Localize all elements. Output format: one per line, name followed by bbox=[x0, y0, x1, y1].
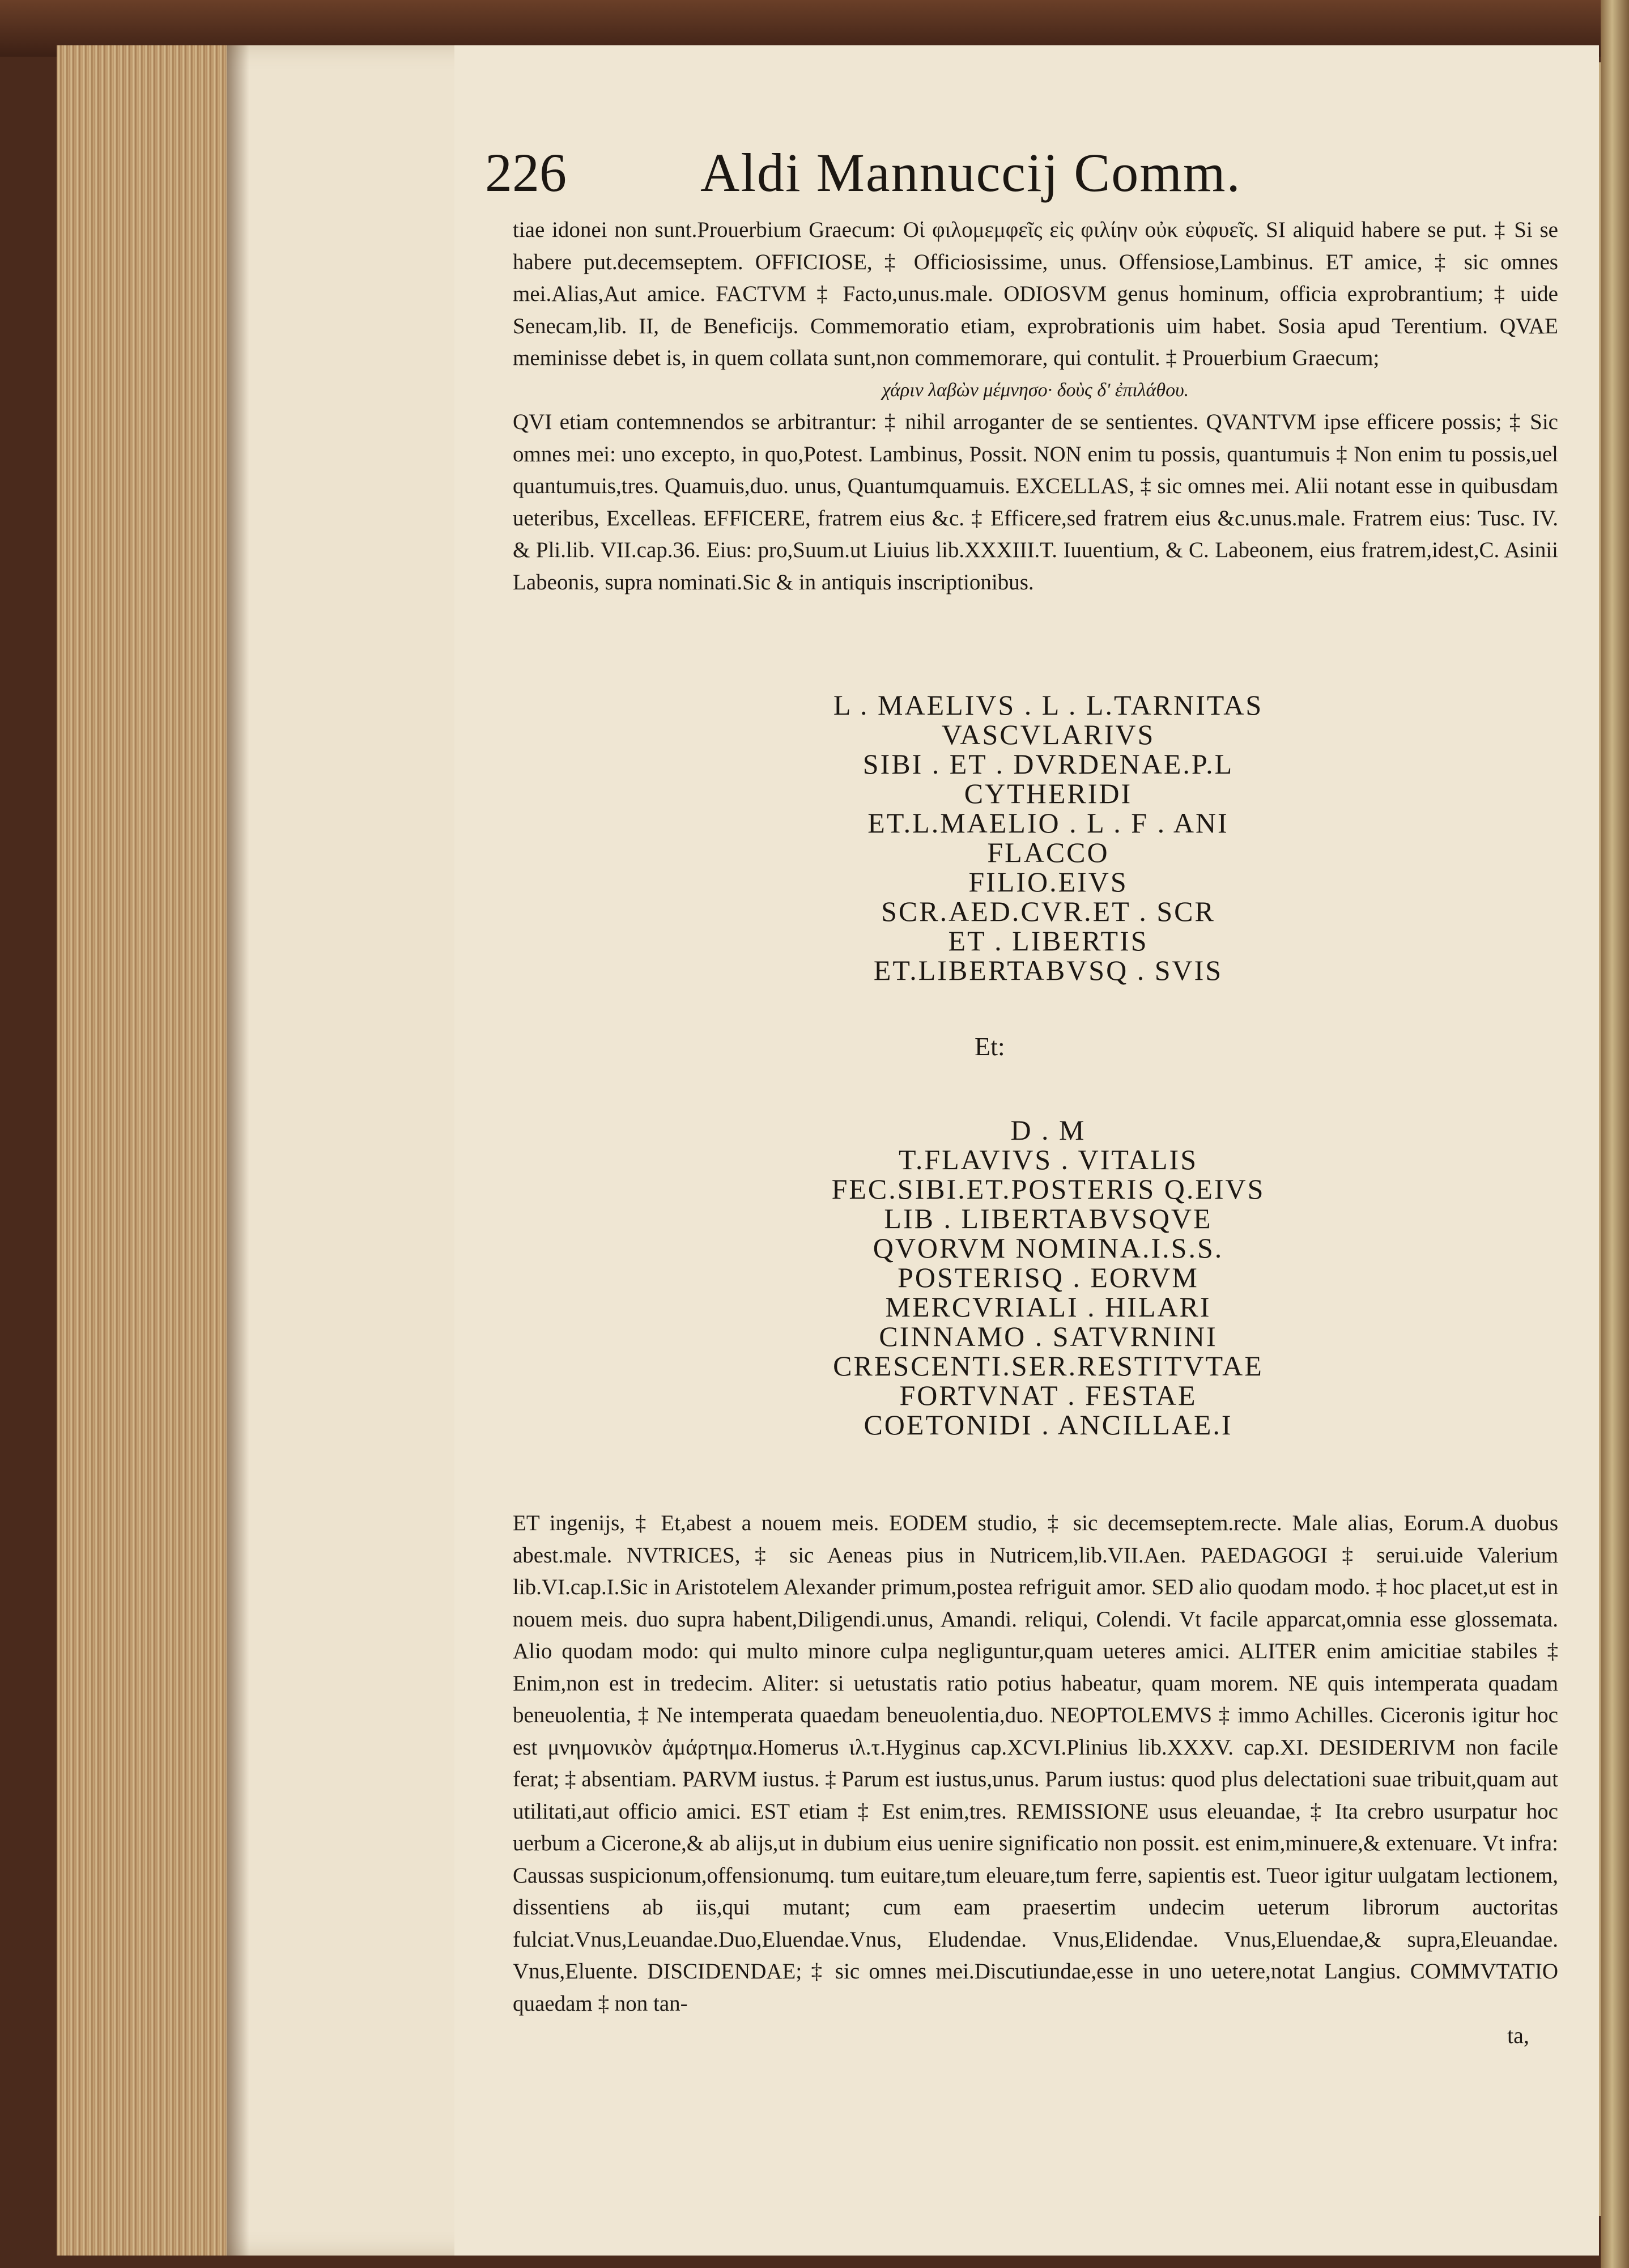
catchword: ta, bbox=[1507, 2023, 1529, 2048]
inscription-line: MERCVRIALI . HILARI bbox=[885, 1291, 1211, 1323]
commentary-paragraph: ET ingenijs, ‡ Et,abest a nouem meis. EODEM studio, ‡ sic decemseptem.recte. Male alias, Eorum.A duobus abest.male. NVTRICES, ‡ sic Aeneas pius in Nutricem,lib.VII.Aen. PAEDAGOGI ‡ serui.uide Valerium lib.VI.cap.I.Sic in Aristotelem Alexander primum,postea refriguit amor. SED alio quodam modo. ‡ hoc placet,ut est in nouem meis. duo supra habent,Diligendi.unus, Amandi. reliqui, Colendi. Vt facile apparcat,omnia esse glossemata. Alio quodam modo: qui multo minore culpa negliguntur,quam ueteres amici. ALITER enim amicitiae stabiles ‡ Enim,non est in tredecim. Aliter: si uetustatis ratio potius habeatur, quam morem. NE quis intemperata quadam beneuolentia, ‡ Ne intemperata quaedam beneuolentia,duo. NEOPTOLEMVS ‡ immo Achilles. Ciceronis igitur hoc est μνημονικὸν ἁμάρτημα.Homerus ιλ.τ.Hyginus cap.XCVI.Plinius lib.XXXV. cap.XI. DESIDERIVM non facile ferat; ‡ absentiam. PARVM iustus. ‡ Parum est iustus,unus. Parum iustus: quod plus delectationi suae tribuit,quam aut utilitati,aut officio amici. EST etiam ‡ Est enim,tres. REMISSIONE usus eleuandae, ‡ Ita crebro usurpatur hoc uerbum a Cicerone,& ab alijs,ut in dubium eius uenire significatio non possit. est enim,minuere,& extenuare. Vt infra: Caussas suspicionum,offensionumq. tum euitare,tum eleuare,tum ferre, sapientis est. Tueor igitur uulgatam lectionem, dissentiens ab iis,qui mutant; cum eam praesertim undecim ueterum librorum auctoritas fulciat.Vnus,Leuandae.Duo,Eluendae.Vnus, Eludendae. Vnus,Elidendae. Vnus,Eluendae,& supra,Eleuandae. Vnus,Eluente. DISCIDENDAE; ‡ sic omnes mei.Discutiundae,esse in uno uetere,notat Langius. COMMVTATIO quaedam ‡ non tan- bbox=[513, 1511, 1558, 2016]
commentary-paragraph: tiae idonei non sunt.Prouerbium Graecum: Οἱ φιλομεμφεῖς εἰς φιλίην οὐκ εὐφυεῖς. SI aliquid habere se put. ‡ Si se habere put.decemseptem. OFFICIOSE, ‡ Officiosissime, unus. Offensiose,Lambinus. ET amice, ‡ sic omnes mei.Alias,Aut amice. FACTVM ‡ Facto,unus.male. ODIOSVM genus hominum, officia exprobrantium; ‡ uide Senecam,lib. II, de Beneficijs. Commemoratio etiam, exprobrationis uim habet. Sosia apud Terentium. QVAE meminisse debet is, in quem collata sunt,non commemorare, qui contulit. ‡ Prouerbium Graecum; bbox=[513, 218, 1558, 370]
inscription-line: LIB . LIBERTABVSQVE bbox=[884, 1203, 1213, 1234]
inscription-line: POSTERISQ . EORVM bbox=[898, 1262, 1199, 1293]
inscription-line: L . MAELIVS . L . L.TARNITAS bbox=[833, 689, 1264, 721]
inscription-line: SCR.AED.CVR.ET . SCR bbox=[881, 895, 1215, 927]
inscription-line: FILIO.EIVS bbox=[968, 866, 1128, 898]
inscription-line: CRESCENTI.SER.RESTITVTAE bbox=[833, 1350, 1264, 1382]
inscription-line: CYTHERIDI bbox=[964, 778, 1133, 809]
inscription-line: CINNAMO . SATVRNINI bbox=[879, 1320, 1218, 1352]
commentary-bottom bbox=[513, 1507, 1558, 2020]
inscription-line: T.FLAVIVS . VITALIS bbox=[898, 1144, 1198, 1175]
inscription-line: ET . LIBERTIS bbox=[948, 925, 1149, 957]
commentary-top bbox=[513, 214, 1558, 598]
inscription-line: FEC.SIBI.ET.POSTERIS Q.EIVS bbox=[831, 1173, 1265, 1205]
page-edges bbox=[57, 45, 227, 2256]
et-label: Et: bbox=[975, 1032, 1005, 1061]
page-number: 226 bbox=[485, 142, 567, 203]
inscription-line: ET.L.MAELIO . L . F . ANI bbox=[867, 807, 1229, 839]
inscription-flavius bbox=[680, 1115, 1417, 1439]
running-head bbox=[485, 142, 1460, 203]
inscription-line: ET.LIBERTABVSQ . SVIS bbox=[873, 954, 1223, 986]
running-title: Aldi Mannuccij Comm. bbox=[700, 142, 1241, 203]
greek-proverb: χάριν λαβὼν μέμνησο· δοὺς δ' ἐπιλάθου. bbox=[882, 379, 1189, 401]
inscription-maelius bbox=[680, 690, 1417, 985]
commentary-paragraph: QVI etiam contemnendos se arbitrantur: ‡ nihil arroganter de se sentientes. QVANTVM ipse efficere possis; ‡ Sic omnes mei: uno excepto, in quo,Potest. Lambinus, Possit. NON enim tu possis, quantumuis ‡ Non enim tu possis,uel quantumuis,tres. Quamuis,duo. unus, Quantumquamuis. EXCELLAS, ‡ sic omnes mei. Alii notant esse in quibusdam ueteribus, Excelleas. EFFICERE, fratrem eius &c. ‡ Efficere,sed fratrem eius &c.unus.male. Fratrem eius: Tusc. IV. & Pli.lib. VII.cap.36. Eius: pro,Suum.ut Liuius lib.XXXIII.T. Iuuentium, & C. Labeonem, eius fratrem,idest,C. Asinii Labeonis, supra nominati.Sic & in antiquis inscriptionibus. bbox=[513, 410, 1558, 594]
inscription-line: FORTVNAT . FESTAE bbox=[899, 1379, 1197, 1411]
book-cover-right bbox=[1601, 0, 1629, 2268]
inscription-line: D . M bbox=[1010, 1114, 1086, 1146]
gutter-shadow bbox=[227, 45, 249, 2256]
inscription-line: COETONIDI . ANCILLAE.I bbox=[864, 1409, 1233, 1441]
inscription-line: FLACCO bbox=[987, 836, 1109, 868]
inscription-line: QVORVM NOMINA.I.S.S. bbox=[873, 1232, 1224, 1264]
inscription-line: VASCVLARIVS bbox=[941, 719, 1155, 750]
inscription-line: SIBI . ET . DVRDENAE.P.L bbox=[862, 748, 1234, 780]
